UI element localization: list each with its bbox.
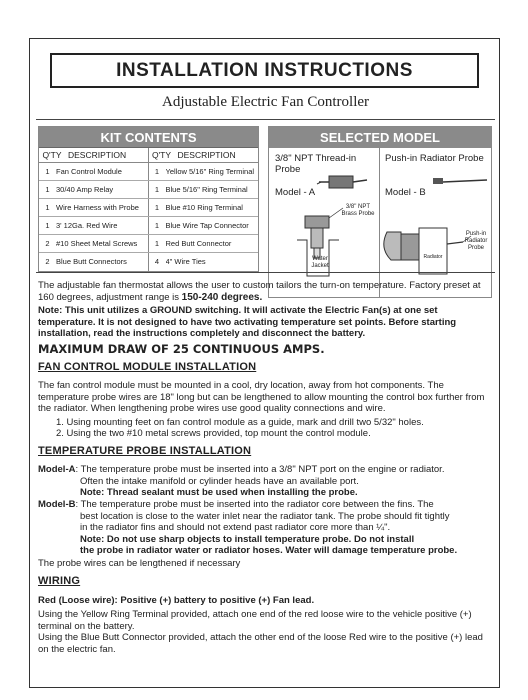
intro-text: The adjustable fan thermostat allows the user to custom tailors the turn-on temperature. Factory preset at 160 degrees, adjustment range is [38,280,481,303]
item-qty: 1 [154,221,160,230]
item-description: Blue #10 Ring Terminal [165,203,243,212]
model-a-note: Note: Thread sealant must be used when installing the probe. [80,487,358,498]
model-b-tag: Model-B [38,499,76,510]
item-description: 30/40 Amp Relay [56,185,114,194]
item-qty: 1 [45,203,50,212]
push-in-probe-illustration [379,148,492,298]
ground-switching-note: Note: This unit utilizes a GROUND switching. It will activate the Electric Fan(s) at one set temperature. It is not designed to have two activating temperature set points. Before starting installation, read the instructions completely and disconnect the battery. [38,305,457,339]
model-b-line: : The temperature probe must be inserted into the radiator core between the fins. The [75,499,434,510]
red-wire-instruction: Red (Loose wire): Positive (+) battery to positive (+) Fan lead. [38,595,315,606]
model-b-note: Note: Do not use sharp objects to install temperature probe. Do not install [80,533,415,545]
fan-control-heading: FAN CONTROL MODULE INSTALLATION [38,361,257,373]
description-header: DESCRIPTION [68,150,127,160]
kit-contents-row [39,217,258,235]
wiring-step-1: Using the Yellow Ring Terminal provided, attach one end of the red loose wire to the vehicle positive (+) terminal on the battery. [38,609,472,632]
model-b-instructions [38,499,496,557]
item-description: Blue Butt Connectors [56,257,127,266]
temperature-probe-heading: TEMPERATURE PROBE INSTALLATION [38,445,252,457]
thread-in-probe-illustration [269,148,379,298]
radiator-probe-label: Push-in Radiator Probe [464,231,488,251]
item-qty: 4 [154,257,160,266]
item-description: Blue 5/16" Ring Terminal [165,185,248,194]
model-b-line: best location is close to the water inlet near the radiator tank. The probe should fit tightly [80,510,450,522]
divider [36,119,495,120]
item-description: Red Butt Connector [165,239,232,248]
model-a-title: 3/8" NPT Thread-in Probe [275,153,357,175]
model-a-line: : The temperature probe must be inserted into a 3/8" NPT port on the engine or radiator. [75,464,445,475]
item-description: Blue Wire Tap Connector [165,221,249,230]
selected-model-heading: SELECTED MODEL [269,127,491,148]
kit-contents-row [39,181,258,199]
model-a-instructions [38,464,496,499]
item-description: 4" Wire Ties [165,257,206,266]
item-description: Fan Control Module [56,167,122,176]
kit-contents-heading: KIT CONTENTS [39,127,258,148]
radiator-label: Radiator [423,254,443,260]
qty-header: Q'TY [151,150,172,160]
instruction-sheet [29,38,500,688]
item-qty: 1 [154,239,160,248]
adjustment-range: 150-240 degrees. [181,291,263,303]
item-qty: 2 [45,257,50,266]
model-a-label: Model - A [275,187,316,198]
kit-contents-row [39,235,258,253]
kit-contents-column-headers [39,148,258,163]
model-a-tag: Model-A [38,464,76,475]
wiring-step-2: Using the Blue Butt Connector provided, attach the other end of the loose Red wire to the positive (+) lead on the electric fan. [38,632,483,655]
divider [36,272,495,273]
item-qty: 1 [45,221,50,230]
brass-probe-label: 3/8" NPT Brass Probe [341,204,375,217]
model-b-note: the probe in radiator water or radiator hoses. Water will damage temperature probe. [80,545,458,556]
item-qty: 1 [154,203,160,212]
title-box [50,53,479,88]
model-a-line: Often the intake manifold or cylinder heads have an available port. [80,475,359,487]
item-qty: 2 [45,239,50,248]
kit-contents-table [38,126,259,272]
model-b-line: in the radiator fins and should not extend past radiator core more than ¼". [80,522,391,533]
item-description: #10 Sheet Metal Screws [56,239,138,248]
item-qty: 1 [154,185,160,194]
fan-control-body: The fan control module must be mounted in a cool, dry location, away from hot components. The temperature probe wires are 18" long but can be lengthened to allow mounting the control box further from the radiator. When lengthening probe wires use good quality connections and wire. [38,380,485,414]
item-description: Wire Harness with Probe [56,203,139,212]
max-draw-notice: MAXIMUM DRAW OF 25 CONTINUOUS AMPS. [38,342,325,356]
kit-contents-rows [39,163,258,271]
kit-contents-row [39,253,258,271]
item-qty: 1 [154,167,160,176]
item-qty: 1 [45,185,50,194]
page-subtitle: Adjustable Electric Fan Controller [161,94,370,110]
description-header: DESCRIPTION [177,150,236,160]
qty-header: Q'TY [42,150,62,160]
model-b-label: Model - B [385,187,426,198]
item-description: Yellow 5/16" Ring Terminal [165,167,255,176]
kit-contents-row [39,199,258,217]
model-b-title: Push-in Radiator Probe [385,153,484,164]
item-qty: 1 [45,167,50,176]
intro-paragraph [38,280,496,303]
page-title: INSTALLATION INSTRUCTIONS [116,60,413,81]
probe-footer: The probe wires can be lengthened if necessary [38,558,241,569]
item-description: 3' 12Ga. Red Wire [56,221,118,230]
wiring-heading: WIRING [38,575,81,587]
fan-control-step-2: 2. Using the two #10 metal screws provided, top mount the control module. [56,428,371,439]
kit-contents-row [39,163,258,181]
water-jacket-label: Water Jacket [311,256,329,269]
fan-control-step-1: 1. Using mounting feet on fan control module as a guide, mark and drill two 5/32" holes. [56,417,424,428]
